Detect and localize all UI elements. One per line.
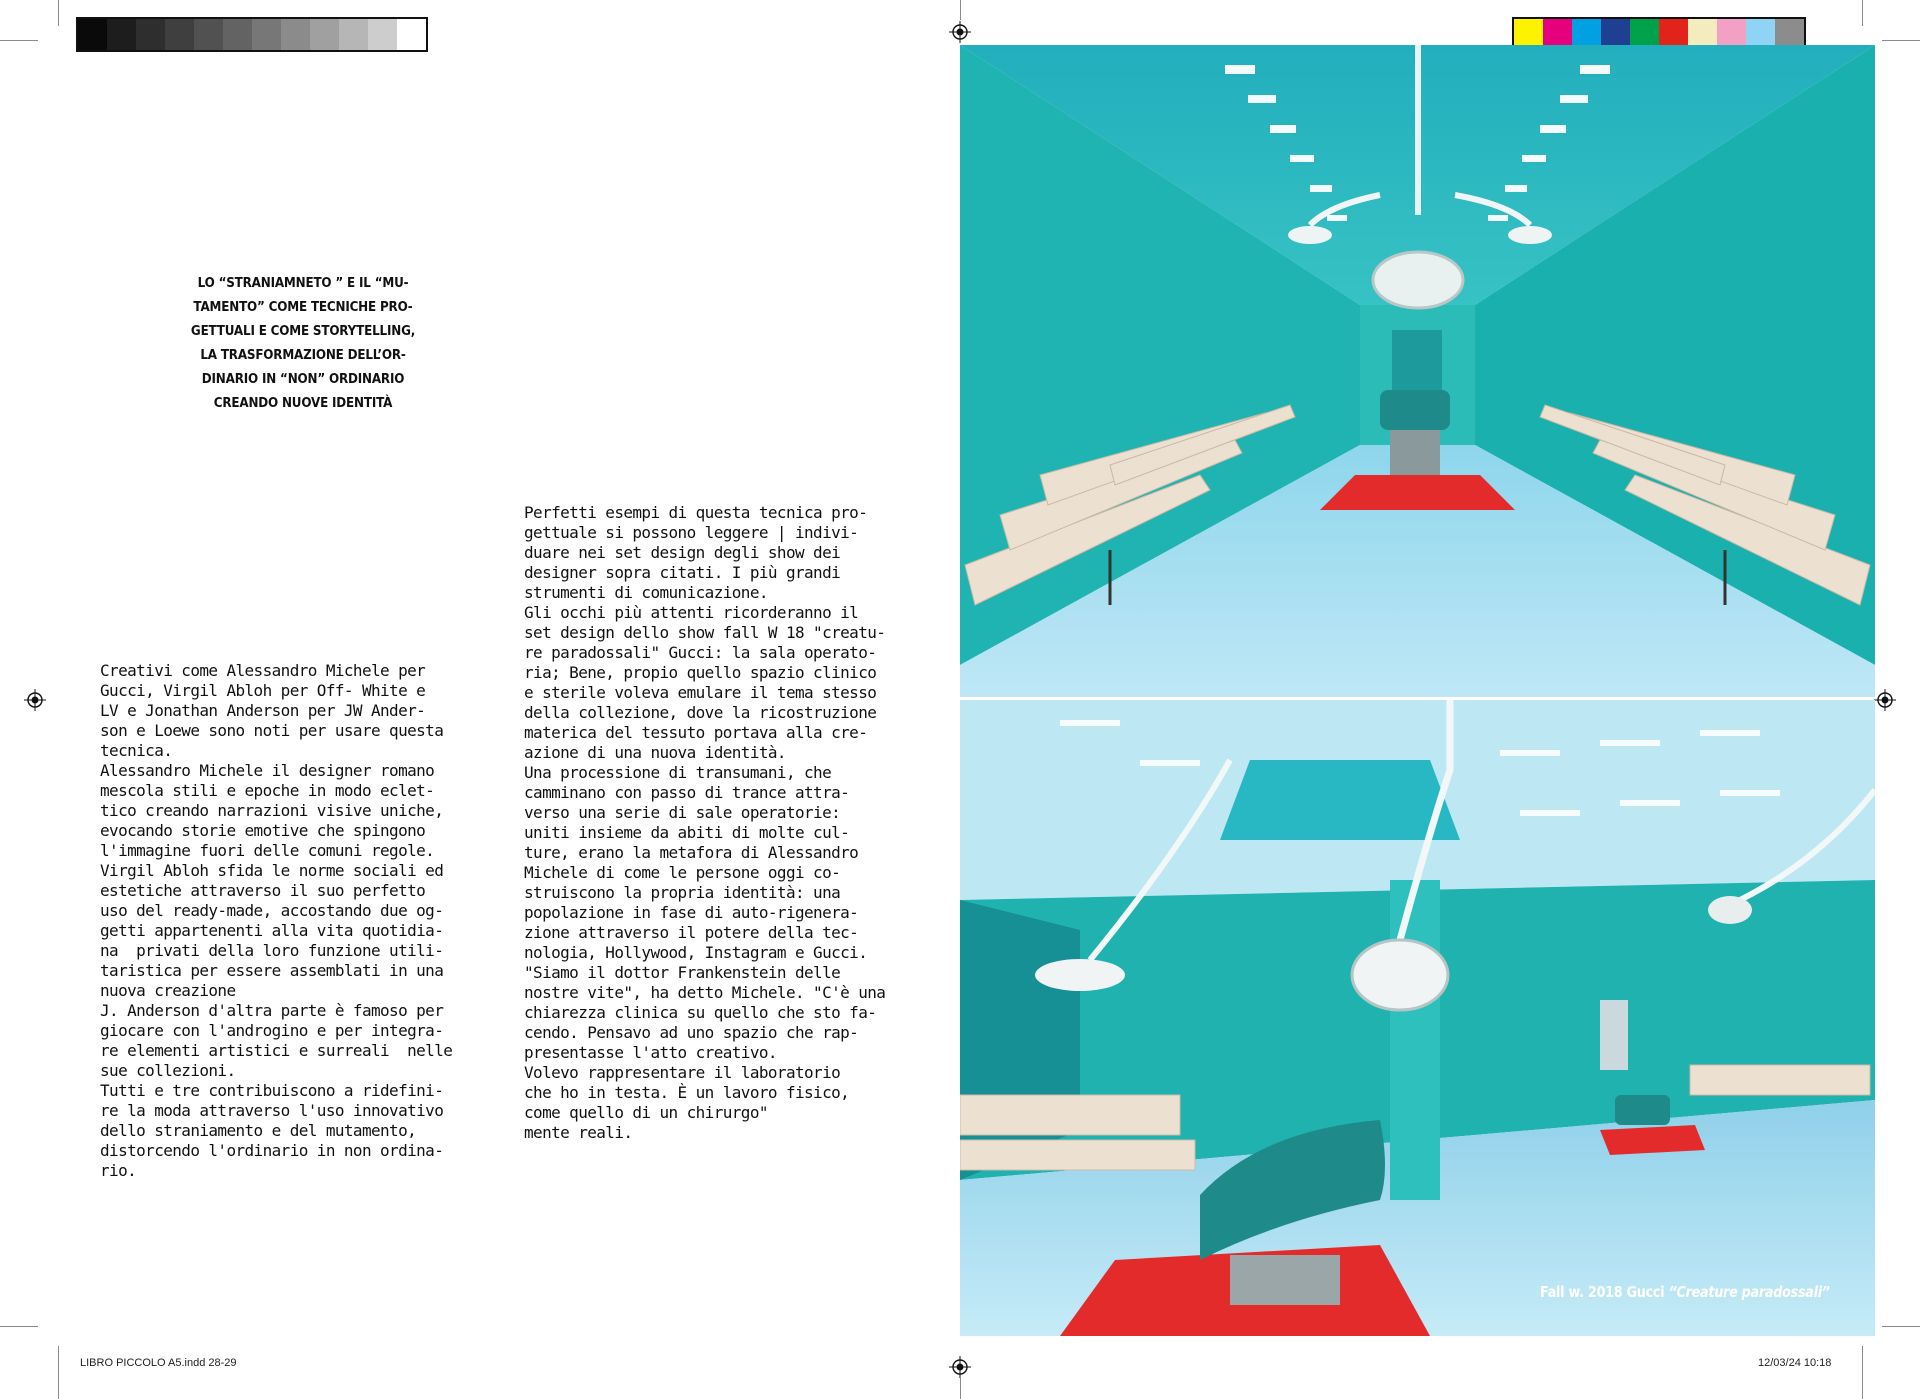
footer-datetime: 12/03/24 10:18 <box>1758 1357 1832 1369</box>
grayscale-calibration-bar <box>76 17 428 52</box>
text-line: nuova creazione <box>100 981 236 1000</box>
text-line: verso una serie di sale operatorie: <box>524 803 841 822</box>
heading-line: LA TRASFORMAZIONE DELL’OR- <box>200 348 406 363</box>
color-swatch <box>281 19 310 50</box>
text-line: estetiche attraverso il suo perfetto <box>100 881 426 900</box>
text-line: zione attraverso il potere della tec- <box>524 923 859 942</box>
text-line: dello straniamento e del mutamento, <box>100 1121 417 1140</box>
text-line: e sterile voleva emulare il tema stesso <box>524 683 877 702</box>
text-line: nologia, Hollywood, Instagram e Gucci. <box>524 943 868 962</box>
text-line: designer sopra citati. I più grandi <box>524 563 841 582</box>
text-line: getti appartenenti alla vita quotidia- <box>100 921 444 940</box>
text-line: Volevo rappresentare il laboratorio <box>524 1063 841 1082</box>
text-line: set design dello show fall W 18 "creatu- <box>524 623 886 642</box>
crop-mark <box>960 1378 961 1399</box>
crop-mark <box>58 1346 59 1399</box>
text-line: LV e Jonathan Anderson per JW Ander- <box>100 701 426 720</box>
text-line: evocando storie emotive che spingono <box>100 821 426 840</box>
text-line: mescola stili e epoche in modo eclet- <box>100 781 435 800</box>
caption-title: “Creature paradossali” <box>1668 1283 1830 1301</box>
crop-mark <box>1882 40 1920 41</box>
text-line: ture, erano la metafora di Alessandro <box>524 843 859 862</box>
text-line: Una processione di transumani, che <box>524 763 832 782</box>
text-line: Perfetti esempi di questa tecnica pro- <box>524 503 868 522</box>
crop-mark <box>0 1326 38 1327</box>
registration-mark-icon <box>24 689 46 711</box>
text-line: come quello di un chirurgo" <box>524 1103 768 1122</box>
text-line: presentasse l'atto creativo. <box>524 1043 777 1062</box>
color-swatch <box>78 19 107 50</box>
caption-prefix: Fall w. 2018 Gucci <box>1540 1283 1669 1301</box>
color-swatch <box>194 19 223 50</box>
heading-line: LO “STRANIAMNETO ” E IL “MU- <box>197 276 409 291</box>
color-swatch <box>339 19 368 50</box>
text-line: nostre vite", ha detto Michele. "C'è una <box>524 983 886 1002</box>
text-line: giocare con l'androgino e per integra- <box>100 1021 444 1040</box>
text-line: gettuale si possono leggere | indivi- <box>524 523 859 542</box>
color-swatch <box>310 19 339 50</box>
text-line: re elementi artistici e surreali nelle <box>100 1041 453 1060</box>
top-photo-operating-room-runway <box>960 45 1875 697</box>
color-swatch <box>165 19 194 50</box>
text-line: "Siamo il dottor Frankenstein delle <box>524 963 841 982</box>
text-line: tecnica. <box>100 741 173 760</box>
text-line: della collezione, dove la ricostruzione <box>524 703 877 722</box>
text-line: strumenti di comunicazione. <box>524 583 768 602</box>
crop-mark <box>1862 1346 1863 1399</box>
color-swatch <box>223 19 252 50</box>
crop-mark <box>960 0 961 20</box>
text-line: re paradossali" Gucci: la sala operato- <box>524 643 877 662</box>
body-text-right-column <box>524 503 926 1143</box>
color-swatch <box>397 19 426 50</box>
registration-mark-icon <box>949 21 971 43</box>
text-line: l'immagine fuori delle comuni regole. <box>100 841 435 860</box>
heading-line: GETTUALI E COME STORYTELLING, <box>190 324 416 339</box>
color-swatch <box>107 19 136 50</box>
text-line: camminano con passo di trance attra- <box>524 783 850 802</box>
registration-mark-icon <box>1874 689 1896 711</box>
text-line: cendo. Pensavo ad uno spazio che rap- <box>524 1023 859 1042</box>
crop-mark <box>58 0 59 26</box>
text-line: duare nei set design degli show dei <box>524 543 841 562</box>
text-line: tico creando narrazioni visive uniche, <box>100 801 444 820</box>
text-line: uniti insieme da abiti di molte cul- <box>524 823 850 842</box>
text-line: popolazione in fase di auto-rigenera- <box>524 903 859 922</box>
crop-mark <box>1862 0 1863 26</box>
text-line: che ho in testa. È un lavoro fisico, <box>524 1083 850 1102</box>
body-text-left-column <box>100 661 500 1181</box>
text-line: materica del tessuto portava alla cre- <box>524 723 868 742</box>
text-line: Alessandro Michele il designer romano <box>100 761 435 780</box>
crop-mark <box>0 40 38 41</box>
heading-line: CREANDO NUOVE IDENTITÀ <box>213 396 393 411</box>
color-swatch <box>252 19 281 50</box>
crop-mark <box>1882 1326 1920 1327</box>
text-line: Michele di come le persone oggi co- <box>524 863 841 882</box>
text-line: azione di una nuova identità. <box>524 743 786 762</box>
bottom-photo-operating-room <box>960 700 1875 1336</box>
text-line: Gli occhi più attenti ricorderanno il <box>524 603 859 622</box>
text-line: chiarezza clinica su quello che sto fa- <box>524 1003 877 1022</box>
text-line: rio. <box>100 1161 137 1180</box>
text-line: J. Anderson d'altra parte è famoso per <box>100 1001 444 1020</box>
heading-line: TAMENTO” COME TECNICHE PRO- <box>193 300 413 315</box>
text-line: Virgil Abloh sfida le norme sociali ed <box>100 861 444 880</box>
text-line: son e Loewe sono noti per usare questa <box>100 721 444 740</box>
text-line: taristica per essere assemblati in una <box>100 961 444 980</box>
text-line: sue collezioni. <box>100 1061 236 1080</box>
text-line: mente reali. <box>524 1123 633 1142</box>
registration-mark-icon <box>949 1356 971 1378</box>
text-line: uso del ready-made, accostando due og- <box>100 901 444 920</box>
text-line: distorcendo l'ordinario in non ordina- <box>100 1141 444 1160</box>
text-line: struiscono la propria identità: una <box>524 883 841 902</box>
footer-file-slug: LIBRO PICCOLO A5.indd 28-29 <box>80 1357 237 1369</box>
text-line: Creativi come Alessandro Michele per <box>100 661 426 680</box>
text-line: ria; Bene, propio quello spazio clinico <box>524 663 877 682</box>
heading-line: DINARIO IN “NON” ORDINARIO <box>201 372 405 387</box>
text-line: Tutti e tre contribuiscono a ridefini- <box>100 1081 444 1100</box>
article-heading <box>179 272 427 416</box>
photo-caption <box>1540 1283 1830 1301</box>
text-line: Gucci, Virgil Abloh per Off- White e <box>100 681 426 700</box>
color-swatch <box>136 19 165 50</box>
color-swatch <box>368 19 397 50</box>
text-line: re la moda attraverso l'uso innovativo <box>100 1101 444 1120</box>
text-line: na privati della loro funzione utili- <box>100 941 444 960</box>
